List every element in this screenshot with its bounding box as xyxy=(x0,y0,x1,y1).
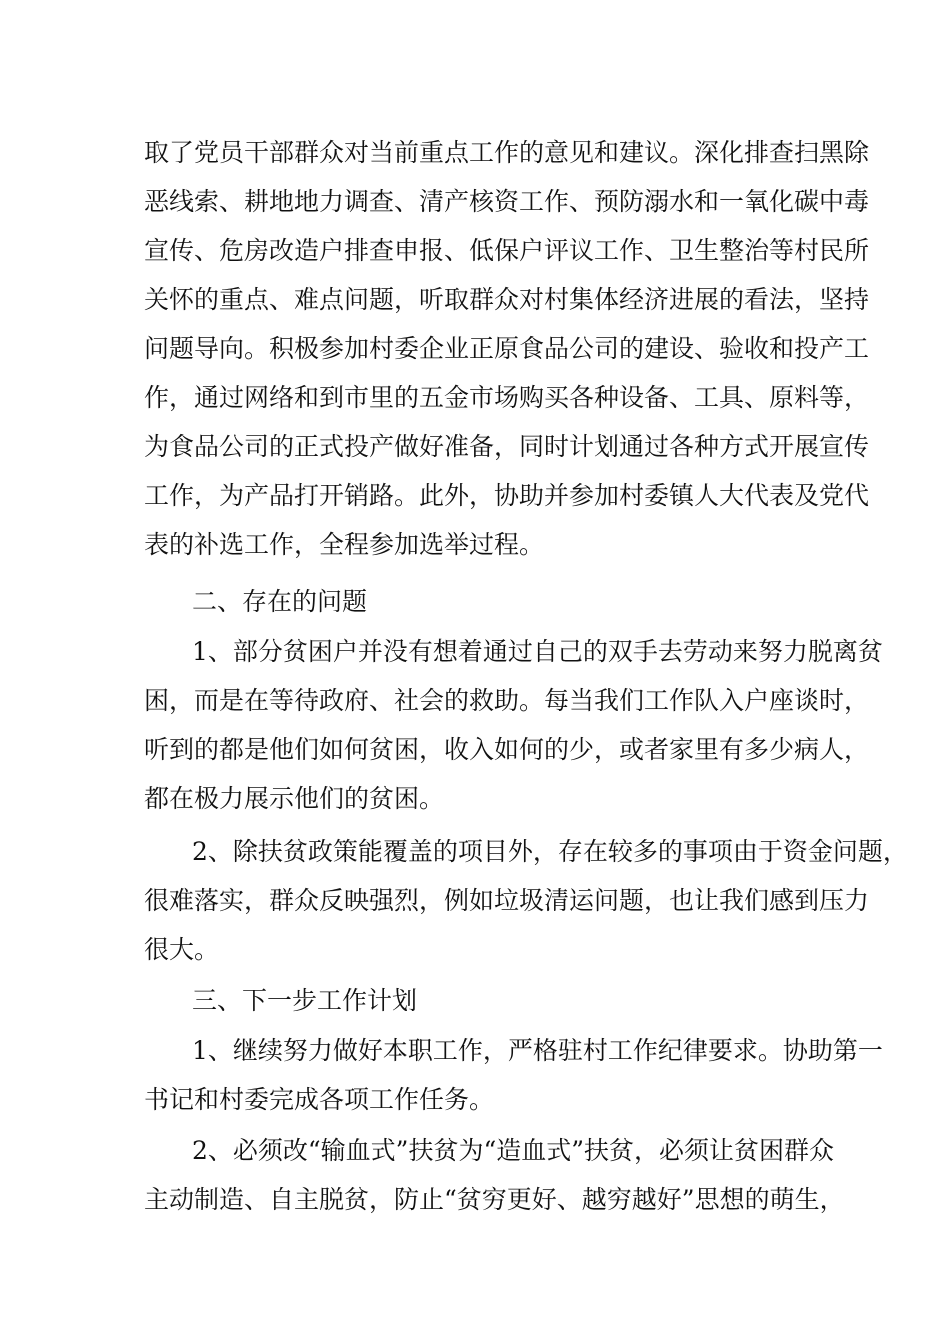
text-line: 问题导向。积极参加村委企业正原食品公司的建设、验收和投产工 xyxy=(144,334,870,363)
text-line: 作，通过网络和到市里的五金市场购买各种设备、工具、原料等， xyxy=(144,383,870,412)
text-line: 恶线索、耕地地力调查、清产核资工作、预防溺水和一氧化碳中毒 xyxy=(144,187,870,216)
text-line: 关怀的重点、难点问题，听取群众对村集体经济进展的看法，坚持 xyxy=(144,285,870,314)
text-line: 很大。 xyxy=(144,935,220,964)
problem-paragraph-2 xyxy=(144,827,908,974)
text-line: 表的补选工作，全程参加选举过程。 xyxy=(144,530,545,559)
text-line: 1、部分贫困户并没有想着通过自己的双手去劳动来努力脱离贫 xyxy=(192,637,883,666)
text-line: 工作，为产品打开销路。此外，协助并参加村委镇人大代表及党代 xyxy=(144,481,870,510)
text-line: 取了党员干部群众对当前重点工作的意见和建议。深化排查扫黑除 xyxy=(144,138,870,167)
text-line: 2、必须改“输血式”扶贫为“造血式”扶贫，必须让贫困群众 xyxy=(192,1136,835,1165)
text-line: 为食品公司的正式投产做好准备，同时计划通过各种方式开展宣传 xyxy=(144,432,870,461)
section-heading-problems xyxy=(144,577,824,626)
text-line: 听到的都是他们如何贫困，收入如何的少，或者家里有多少病人， xyxy=(144,735,870,764)
plan-paragraph-2 xyxy=(144,1126,845,1224)
heading-text: 三、下一步工作计划 xyxy=(192,986,418,1015)
text-line: 2、除扶贫政策能覆盖的项目外，存在较多的事项由于资金问题， xyxy=(192,837,908,866)
section-heading-plan xyxy=(144,976,824,1025)
paragraph-continued xyxy=(144,128,870,569)
text-line: 书记和村委完成各项工作任务。 xyxy=(144,1085,495,1114)
text-line: 都在极力展示他们的贫困。 xyxy=(144,784,445,813)
text-line: 困，而是在等待政府、社会的救助。每当我们工作队入户座谈时， xyxy=(144,686,870,715)
heading-text: 二、存在的问题 xyxy=(192,587,368,616)
text-line: 很难落实，群众反映强烈，例如垃圾清运问题，也让我们感到压力 xyxy=(144,886,870,915)
problem-paragraph-1 xyxy=(144,627,883,823)
text-line: 主动制造、自主脱贫，防止“贫穷更好、越穷越好”思想的萌生， xyxy=(144,1185,845,1214)
plan-paragraph-1 xyxy=(144,1026,883,1124)
text-line: 宣传、危房改造户排查申报、低保户评议工作、卫生整治等村民所 xyxy=(144,236,870,265)
text-line: 1、继续努力做好本职工作，严格驻村工作纪律要求。协助第一 xyxy=(192,1036,883,1065)
